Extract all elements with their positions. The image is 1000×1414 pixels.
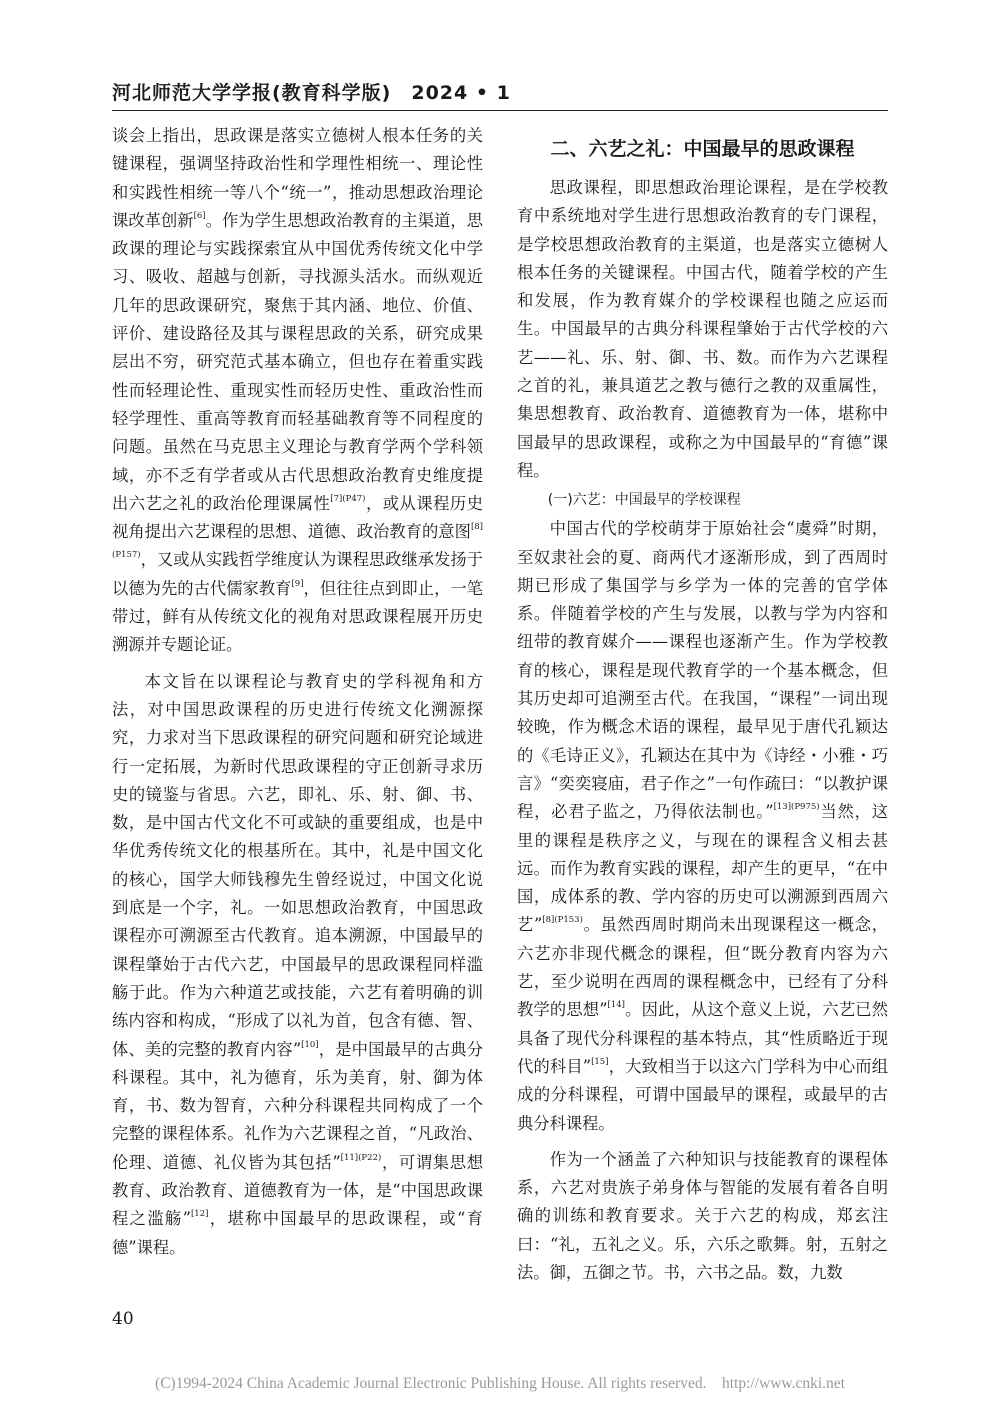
body-paragraph: 作为一个涵盖了六种知识与技能教育的课程体系，六艺对贵族子弟身体与智能的发展有着各自明确的训练和教育要求。关于六艺的构成，郑玄注曰：“礼，五礼之义。乐，六乐之歌舞。射，五射之法。御，五御之节。书，六书之品。数，九数	[517, 1149, 888, 1282]
body-paragraph: 思政课程，即思想政治理论课程，是在学校教育中系统地对学生进行思想政治教育的专门课程，是学校思想政治教育的主渠道，也是落实立德树人根本任务的关键课程。中国古代，随着学校的产生和发展，作为教育媒介的学校课程也随之应运而生。中国最早的古典分科课程肇始于古代学校的六艺——礼、乐、射、御、书、数。而作为六艺课程之首的礼，兼具道艺之教与德行之教的双重属性，集思想教育、政治教育、道德教育为一体，堪称中国最早的思政课程，或称之为中国最早的“育德”课程。	[517, 178, 888, 480]
body-paragraph: 谈会上指出，思政课是落实立德树人根本任务的关键课程，强调坚持政治性和学理性相统一、理论性和实践性相统一等八个“统一”，推动思想政治理论课改革创新[6]。作为学生思想政治教育的主渠道，思政课的理论与实践探索宜从中国优秀传统文化中学习、吸收、超越与创新，寻找源头活水。而纵观近几年的思政课研究，聚焦于其内涵、地位、价值、评价、建设路径及其与课程思政的关系，研究成果层出不穷，研究范式基本确立，但也存在着重实践性而轻理论性、重现实性而轻历史性、重政治性而轻学理性、重高等教育而轻基础教育等不同程度的问题。虽然在马克思主义理论与教育学两个学科领域，亦不乏有学者或从古代思想政治教育史维度提出六艺之礼的政治伦理课属性$^{[7](P47)}$，或从课程历史视角提出六艺课程的思想、道德、政治教育的意图$^{[8](P157)}$，又或从实践哲学维度认为课程思政继承发扬于以德为先的古代儒家教育[9]，但往往点到即止，一笔带过，鲜有从传统文化的视角对思政课程展开历史溯源并专题论证。	[112, 126, 483, 655]
page-number: 40	[112, 1309, 134, 1329]
citation-marker: [6]	[193, 210, 206, 221]
header-rule	[112, 110, 888, 111]
citation-marker: [10]	[301, 1039, 319, 1050]
left-column	[112, 122, 483, 1262]
section-title: 二、六艺之礼：中国最早的思政课程	[550, 138, 855, 160]
citation-marker: [7](P47)	[330, 493, 366, 504]
citation-marker: [9]	[291, 578, 304, 589]
subsection-title: (一)六艺：中国最早的学校课程	[547, 492, 741, 509]
citation-marker: [8](P157)	[112, 522, 483, 561]
citation-marker: [14]	[607, 1000, 625, 1011]
citation-marker: [12]	[190, 1209, 209, 1220]
citation-marker: [15]	[591, 1056, 609, 1067]
citation-marker: [11](P22)	[340, 1152, 382, 1163]
body-paragraph: 中国古代的学校萌芽于原始社会“虞舜”时期，至奴隶社会的夏、商两代才逐渐形成，到了西周时期已形成了集国学与乡学为一体的完善的官学体系。伴随着学校的产生与发展，以教与学为内容和纽带的教育媒介——课程也逐渐产生。作为学校教育的核心，课程是现代教育学的一个基本概念，但其历史却可追溯至古代。在我国，“课程”一词出现较晚，作为概念术语的课程，最早见于唐代孔颖达的《毛诗正义》，孔颖达在其中为《诗经・小雅・巧言》“奕奕寝庙，君子作之”一句作疏曰：“以教护课程，必君子监之，乃得依法制也。”$^{[13](P975)}$当然，这里的课程是秩序之义，与现在的课程含义相去甚远。而作为教育实践的课程，却产生的更早，“在中国，成体系的教、学内容的历史可以溯源到西周六艺”$^{[8](P153)}$。虽然西周时期尚未出现课程这一概念，六艺亦非现代概念的课程，但“既分教育内容为六艺，至少说明在西周的课程概念中，已经有了分科教学的思想”[14]。因此，从这个意义上说，六艺已然具备了现代分科课程的基本特点，其“性质略近于现代的科目”[15]，大致相当于以这六门学科为中心而组成的分科课程，可谓中国最早的课程，或最早的古典分科课程。	[517, 519, 888, 1133]
citation-marker: [13](P975)	[773, 802, 820, 813]
body-paragraph: 本文旨在以课程论与教育史的学科视角和方法，对中国思政课程的历史进行传统文化溯源探究，力求对当下思政课程的研究问题和研究论域进行一定拓展，为新时代思政课程的守正创新寻求历史的镜鉴与省思。六艺，即礼、乐、射、御、书、数，是中国古代文化不可或缺的重要组成，也是中华优秀传统文化的根基所在。其中，礼是中国文化的核心，国学大师钱穆先生曾经说过，中国文化说到底是一个字，礼。一如思想政治教育，中国思政课程亦可溯源至古代教育。追本溯源，中国最早的课程肇始于古代六艺，中国最早的思政课程同样滥觞于此。作为六种道艺或技能，六艺有着明确的训练内容和构成，“形成了以礼为首，包含有德、智、体、美的完整的教育内容”[10]，是中国最早的古典分科课程。其中，礼为德育，乐为美育，射、御为体育，书、数为智育，六种分科课程共同构成了一个完整的课程体系。礼作为六艺课程之首，“凡政治、伦理、道德、礼仪皆为其包括”$^{[11](P22)}$，可谓集思想教育、政治教育、道德教育为一体，是“中国思政课程之滥觞”[12]，堪称中国最早的思政课程，或“育德”课程。	[112, 671, 484, 1257]
citation-marker: [8](P153)	[542, 915, 583, 926]
journal-header: 河北师范大学学报(教育科学版) 2024 • 1	[112, 82, 511, 104]
copyright-footer: (C)1994-2024 China Academic Journal Electronic Publishing House. All rights reserved. http://www.cnki.net	[155, 1375, 845, 1392]
right-column	[517, 122, 888, 1287]
